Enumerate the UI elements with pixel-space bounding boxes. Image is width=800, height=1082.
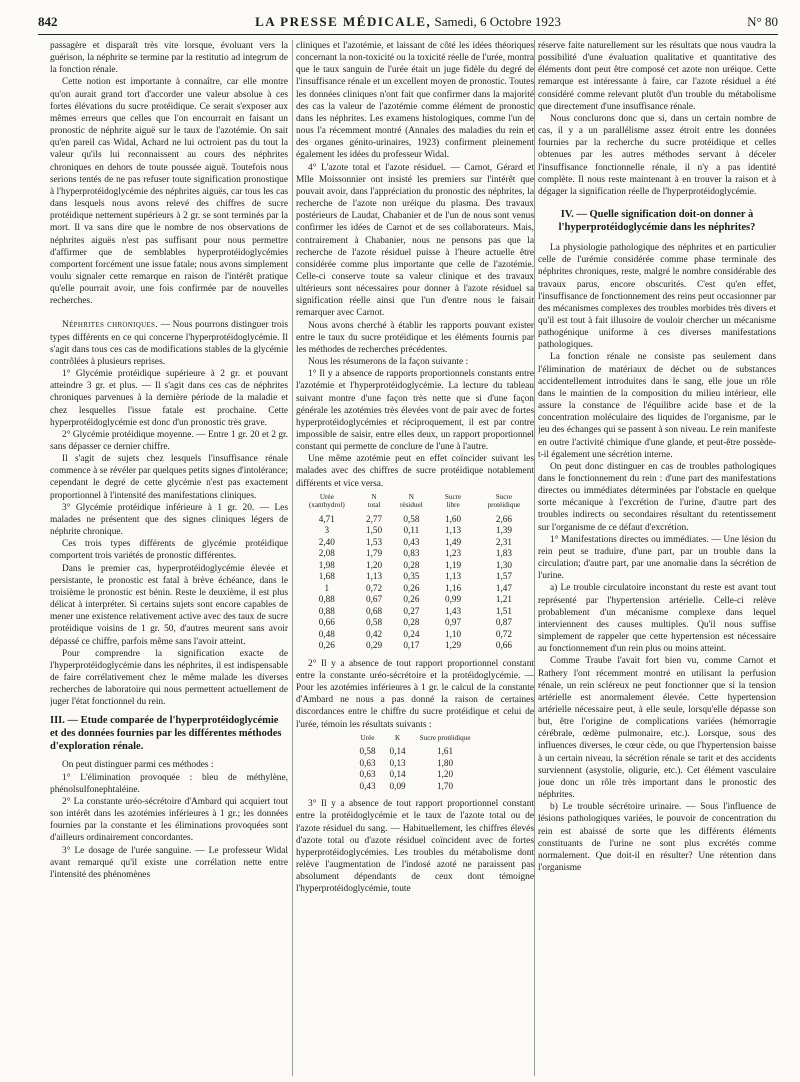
- table-cell: 0,63: [359, 757, 376, 768]
- paragraph: Ces trois types différents de glycémie protéidique comportent trois variétés de pronostic différentes.: [50, 539, 288, 562]
- paragraph: 1° L'élimination provoquée : bleu de méthylène, phénolsulfonephtaléine.: [50, 772, 288, 795]
- table-row: [296, 560, 534, 572]
- paragraph: On peut donc distinguer en cas de troubles pathologiques dans le fonctionnement du rein : d'une part des manifestations directes ou immédiates déterminées par l'obstacle en quelque sorte mécanique à l'excrétion de l'urine, d'autre part des troubles indirects ou secondaires résultant du retentissement sur l'organisme de ce défaut d'excrétion.: [538, 461, 776, 533]
- table-cell: 0,99: [445, 594, 462, 605]
- table-cell: 0,26: [318, 640, 335, 651]
- paragraph: Nous les résumerons de la façon suivante :: [308, 357, 469, 368]
- table-row: [352, 781, 477, 793]
- table-cell: 1,60: [445, 513, 462, 524]
- table-cell: 1,49: [445, 536, 462, 547]
- table-row: [296, 537, 534, 549]
- table-row: [296, 583, 534, 595]
- data-table-constante: [352, 734, 477, 793]
- page-number: 842: [38, 14, 58, 29]
- page-header: [38, 14, 778, 32]
- paragraph: 1° Glycémie protéidique supérieure à 2 gr. et pouvant atteindre 3 gr. et plus. — Il s'agit dans ces cas de néphrites chroniques parvenues à la dernière période de la maladie et chez lesquelles l'issue fatale est prochaine. Cette hyperprotéidoglycémie est donc d'un pronostic très grave.: [50, 369, 288, 428]
- data-table-azotemia: [296, 493, 534, 652]
- table-row: [296, 571, 534, 583]
- table-cell: 0,63: [359, 769, 376, 780]
- table-cell: 1,13: [445, 571, 462, 582]
- table-cell: 0,14: [389, 746, 406, 757]
- table-header-cell: N total: [367, 492, 381, 510]
- table-cell: 0,13: [389, 757, 406, 768]
- paragraph: Comme Traube l'avait fort bien vu, comme Carnot et Rathery l'ont récemment montré en utilisant la perfusion rénale, un rein scléreux ne peut fonctionner que si la tension artérielle est anormalement élevée. Cette hypertension artérielle nécessaire peut, à elle seule, lorsqu'elle dépasse son but, être l'origine de complications variées (hémorragie cérébrale, œdème pulmonaire, etc.). Lorsque, sous des influences diverses, le cœur cède, ou que l'hypertension baisse à un certain niveau, la sécrétion rénale se tarit et des accidents surviennent (asystolie, oligurie, etc.). Cet élément vasculaire joue donc un rôle très important dans le pronostic des néphrites.: [538, 656, 776, 801]
- table-cell: 0,28: [403, 559, 420, 570]
- table-cell: 1,19: [445, 559, 462, 570]
- paragraph: passagère et disparaît très vite lorsque, évoluant vers la guérison, la néphrite se termine par la restitutio ad integrum de la fonction rénale.: [50, 41, 288, 76]
- table-cell: 0,48: [318, 628, 335, 639]
- table-cell: 1,50: [365, 525, 383, 536]
- table-row: [352, 746, 477, 758]
- table-cell: 0,72: [495, 628, 512, 639]
- paragraph: cliniques et l'azotémie, et laissant de côté les idées théoriques concernant la non-toxicité ou la toxicité réelle de l'urée, montra que le taux sanguin de l'urée était un juge fidèle du degré de l'insuffisance rénale et un excellent moyen de pronostic. Toutes les données cliniques n'ont fait que confirmer dans la majorité des cas la valeur de l'azotémie comme élément de pronostic dans les néphrites. Les examens histologiques, comme l'un de nous l'a récemment montré (Annales des maladies du rein et des organes génito-urinaires, 1923) confirment pleinement également les idées du professeur Widal.: [296, 41, 534, 161]
- column-left: [50, 40, 288, 1076]
- table-cell: 1,83: [495, 548, 512, 559]
- table-cell: 0,09: [389, 780, 406, 791]
- paragraph: Cette notion est importante à connaître, car elle montre qu'on aurait grand tort d'accorder une valeur absolue à ces fortes élévations du sucre protéidique. Ce serait s'exposer aux mêmes erreurs que celles que l'on encourrait en faisant un pronostic de néphrite aiguë sur le taux de l'azotémie. On sait qu'en pareil cas Widal, Achard ne lui octroient pas du tout la valeur qu'ils lui reconnaissent au cours des néphrites chroniques en dehors de toute poussée aiguë. Toutefois nous serions tentés de ne pas refuser toute signification pronostique à l'hyperprotéidoglycémie des néphrites aiguës, car tous les cas dans lesquels nous avons relevé des chiffres de sucre protéidique nettement supérieurs à 2 gr. se sont terminés par la mort. Il va sans dire que le nombre de nos observations de néphrites aiguës n'est pas suffisant pour nous permettre d'affirmer que de semblables hyperprotéidoglycémies comportent forcément une issue fatale; nous avons simplement voulu signaler cette remarque en raison de l'intérêt pratique qu'elle pourrait avoir, une fois confirmée par de nouvelles recherches.: [50, 77, 288, 307]
- table-cell: 0,17: [403, 640, 420, 651]
- table-row: [296, 617, 534, 629]
- column-middle: [296, 40, 534, 1076]
- table-cell: 0,27: [403, 605, 420, 616]
- table-cell: 0,88: [318, 594, 335, 605]
- table-cell: 1,47: [495, 582, 512, 593]
- table-header-cell: Sucre protéidique: [419, 733, 471, 742]
- table-cell: 0,72: [365, 582, 383, 593]
- table-cell: 1,29: [445, 640, 462, 651]
- table-row: [296, 594, 534, 606]
- table-cell: 1,79: [365, 548, 383, 559]
- paragraph: b) Le trouble sécrétoire urinaire. — Sous l'influence de lésions pathologiques variées, le pouvoir de concentration du rein est abaissé de sorte que les différents éléments constituants de l'urine ne sont plus excrétés comme normalement. Que doit-il en résulter? Une rétention dans l'organisme: [538, 802, 776, 873]
- paragraph: 2° Glycémie protéidique moyenne. — Entre 1 gr. 20 et 2 gr. sans dépasser ce dernier chiffre.: [50, 429, 288, 452]
- table-cell: 1,80: [437, 757, 454, 768]
- table-cell: 1,21: [495, 594, 512, 605]
- paragraph: 3° Le dosage de l'urée sanguine. — Le professeur Widal avant remarqué qu'il existe une corrélation nette entre l'intensité des phénomènes: [50, 845, 288, 880]
- table-cell: 3: [324, 525, 330, 536]
- table-cell: 1,43: [445, 605, 462, 616]
- paragraph: Nous avons cherché à établir les rapports pouvant exister entre le taux du sucre protéidique et les éléments fournis par les méthodes de recherches précédentes.: [296, 320, 534, 355]
- table-cell: 2,66: [495, 513, 512, 524]
- table-row: [296, 548, 534, 560]
- table-cell: 0,67: [365, 594, 383, 605]
- column-divider: [534, 40, 535, 1076]
- table-cell: 0,87: [495, 617, 512, 628]
- table-cell: 1,70: [437, 780, 454, 791]
- table-header-cell: Sucre protéidique: [487, 492, 521, 510]
- table-cell: 1,23: [445, 548, 462, 559]
- issue-number: N° 80: [747, 14, 778, 29]
- table-cell: 0,66: [318, 617, 335, 628]
- table-cell: 1,20: [365, 559, 383, 570]
- issue-date: Samedi, 6 Octobre 1923: [434, 14, 561, 29]
- paragraph: réserve faite naturellement sur les résultats que nous vaudra la possibilité d'une évaluation qualitative et quantitative des éléments dont peut être composé cet azote non uréique. Cette remarque est intéressante à faire, car l'azote résiduel a été considéré comme relevant plutôt d'un trouble du métabolisme que directement d'une insuffisance rénale.: [538, 41, 776, 112]
- section-heading: III. — Etude comparée de l'hyperprotéidoglycémie et des données fournies par les différentes méthodes d'exploration rénale.: [50, 715, 282, 753]
- table-cell: 1,57: [495, 571, 512, 582]
- table-cell: 0,97: [445, 617, 462, 628]
- table-cell: 0,58: [365, 617, 383, 628]
- table-cell: 1,39: [495, 525, 512, 536]
- table-row: [352, 758, 477, 770]
- table-cell: 0,28: [403, 617, 420, 628]
- table-cell: 0,11: [403, 525, 420, 536]
- table-row: [296, 629, 534, 641]
- paragraph: 3° Il y a absence de tout rapport proportionnel constant entre la protéidoglycémie et le taux de l'azote total ou de l'azote résiduel du sang. — Habituellement, les chiffres élevés d'azote total ou d'azote résiduel coïncident avec de fortes hyperprotéidoglycémies. Les troubles du métabolisme dont relève l'augmentation de l'indosé azoté ne paraissent pas absolument dépendants de ceux dont témoigne l'hyperprotéidoglycémie, toute: [296, 799, 534, 895]
- table-cell: 1,98: [318, 559, 335, 570]
- journal-name: LA PRESSE MÉDICALE,: [255, 14, 432, 29]
- table-row: [296, 514, 534, 526]
- paragraph: Pour comprendre la signification exacte de l'hyperprotéidoglycémie dans les néphrites, il est indispensable de faire corrélativement chez le même malade les diverses recherches de laboratoire qui nous permettent actuellement de juger l'état fonctionnel du rein.: [50, 648, 288, 708]
- table-cell: 0,14: [389, 769, 406, 780]
- paragraph: 3° Glycémie protéidique inférieure à 1 gr. 20. — Les malades ne présentent que des signes cliniques légers de néphrite chronique.: [50, 502, 288, 538]
- table-cell: 0,66: [495, 640, 512, 651]
- table-cell: 1,10: [445, 628, 462, 639]
- table-header-cell: Sucre libre: [444, 492, 462, 510]
- table-cell: 2,40: [318, 536, 335, 547]
- paragraph: Néphrites chroniques. — Nous pourrons distinguer trois types différents en ce qui concerne l'hyperprotéidoglycémie. Il s'agit dans tous ces cas de modifications stables de la glycémie contrôlées à plusieurs reprises.: [50, 320, 288, 367]
- table-cell: 2,31: [495, 536, 512, 547]
- table-cell: 1,20: [437, 769, 454, 780]
- table-cell: 0,58: [359, 746, 376, 757]
- table-cell: 0,24: [403, 628, 420, 639]
- table-cell: 0,43: [359, 780, 376, 791]
- section-heading: IV. — Quelle signification doit-on donner à l'hyperprotéidoglycémie dans les néphrites?: [558, 209, 756, 234]
- table-cell: 0,83: [403, 548, 420, 559]
- paragraph: a) Le trouble circulatoire inconstant du reste est avant tout représenté par l'hypertension artérielle. Celle-ci relève probablement d'un mécanisme complexe dans lequel interviennent des causes multiples. Qu'il nous suffise simplement de rappeler que cette hypertension est nécessaire au fonctionnement d'un rein plus ou moins atteint.: [538, 583, 776, 655]
- paragraph: 2° Il y a absence de tout rapport proportionnel constant entre la constante uréo-sécrétoire et la protéidoglycémie. — Pour les azotémies inférieures à 1 gr. le calcul de la constante d'Ambard ne nous a pas donné la raison de certaines discordances entre le chiffre du sucre protéidique et celui de l'urée, témoin les résultats suivants :: [296, 658, 534, 730]
- table-row: [296, 525, 534, 537]
- table-cell: 0,26: [403, 594, 420, 605]
- table-cell: 1,30: [495, 559, 512, 570]
- table-cell: 1,68: [318, 571, 335, 582]
- paragraph: On peut distinguer parmi ces méthodes :: [62, 760, 214, 771]
- table-cell: 0,42: [365, 628, 383, 639]
- table-cell: 1,13: [445, 525, 462, 536]
- table-cell: 0,43: [403, 536, 420, 547]
- table-row: [352, 769, 477, 781]
- table-cell: 1: [324, 582, 330, 593]
- table-cell: 0,35: [403, 571, 420, 582]
- paragraph: Nous conclurons donc que si, dans un certain nombre de cas, il y a un parallélisme assez étroit entre les données fournies par la recherche du sucre protéidique et celles obtenues par les autres méthodes servant à déceler l'insuffisance fonctionnelle rénale, il n'y a pas identité complète. Il nous reste maintenant à en trouver la raison et à dégager la signification réelle de l'hyperprotéidoglycémie.: [538, 113, 776, 197]
- table-cell: 1,51: [495, 605, 512, 616]
- paragraph: 4° L'azote total et l'azote résiduel. — Carnot, Gérard et Mlle Moissonnier ont insisté les premiers sur l'intérêt que pouvait avoir, dans l'appréciation du pronostic des néphrites, la recherche de l'azote non uréique du plasma. Des travaux postérieurs de Laudat, Chabanier et de l'un de nous sont venus confirmer les idées de Carnot et de ses collaborateurs. Mais, contrairement à Chabanier, nous ne pensons pas que la recherche de l'azote résiduel puisse à l'heure actuelle être considérée comme plus importante que celle de l'azotémie. Celle-ci conserve toute sa valeur clinique et des travaux ultérieurs sont nécessaires pour donner à l'azote résiduel sa signification réelle ainsi que l'un d'entre nous le faisait remarquer avec Carnot.: [296, 162, 534, 319]
- table-cell: 0,29: [365, 640, 383, 651]
- paragraph: Une même azotémie peut en effet coïncider suivant les malades avec des chiffres de sucre protéidique notablement différents et vice versa.: [296, 454, 534, 489]
- table-cell: 1,61: [437, 746, 454, 757]
- table-cell: 0,88: [318, 605, 335, 616]
- paragraph: Dans le premier cas, hyperprotéidoglycémie élevée et persistante, le pronostic est fatal à brève échéance, dans le troisième le pronostic est bénin. Reste le deuxième, il est plus délicat à interpréter. Si certains sujets sont encore capables de mener une existence relativement active avec des taux de sucre protéidique voisins de 1 gr. 50, d'autres meurent sans avoir dépassé ce chiffre, parfois même sans l'avoir atteint.: [50, 563, 288, 647]
- table-header-cell: Urée: [360, 733, 375, 742]
- table-cell: 0,26: [403, 582, 420, 593]
- table-cell: 2,77: [365, 513, 383, 524]
- paragraph: Il s'agit de sujets chez lesquels l'insuffisance rénale commence à se révéler par quelques petits signes d'intolérance; cependant le degré de cette glycémie n'est pas exactement proportionnel à l'intensité des manifestations cliniques.: [50, 454, 288, 501]
- table-header-cell: N résiduel: [399, 492, 423, 510]
- table-cell: 1,13: [365, 571, 383, 582]
- header-rule: [38, 34, 778, 35]
- table-header-cell: K: [394, 733, 401, 742]
- paragraph: 1° Il y a absence de rapports proportionnels constants entre l'azotémie et l'hyperprotéidoglycémie. La lecture du tableau suivant montre d'une façon très nette que si d'une façon générale les azotémies très élevées vont de pair avec de fortes hyperprotéidoglycémies et réciproquement, il est par contre impossible de saisir, entre elles deux, un rapport proportionnel constant qui permette de conclure de l'une à l'autre.: [296, 369, 534, 453]
- table-row: [296, 606, 534, 618]
- table-header-cell: Urée (xanthydrol): [308, 492, 345, 510]
- table-cell: 1,16: [445, 582, 462, 593]
- table-cell: 2,08: [318, 548, 335, 559]
- paragraph: 1° Manifestations directes ou immédiates. — Une lésion du rein peut se traduire, d'une part, par un trouble dans la circulation; d'autre part, par une anomalie dans la sécrétion de l'urine.: [538, 534, 776, 582]
- section-lead: Néphrites chroniques.: [62, 320, 158, 331]
- column-right: [538, 40, 776, 1076]
- table-cell: 1,53: [365, 536, 383, 547]
- paragraph: 2° La constante uréo-sécrétoire d'Ambard qui acquiert tout son intérêt dans les azotémies inférieures à 1 gr.; les données fournies par la constante et les éliminations provoquées sont d'ailleurs ordinairement concordantes.: [50, 796, 288, 844]
- paragraph: La fonction rénale ne consiste pas seulement dans l'élimination de matériaux de déchet ou de substances accidentellement introduites dans le sang, elle joue un rôle dans le maintien de la composition du milieu intérieur, elle assure la constance de l'équilibre acide base et de la concentration moléculaire des liquides de l'organisme, par le jeu des échanges qui se passent à son niveau. Le rein manifeste en outre l'activité chimique d'une glande, et peut-être possède-t-il également une sécrétion interne.: [538, 352, 776, 460]
- running-title: [38, 14, 778, 30]
- table-cell: 0,68: [365, 605, 383, 616]
- table-cell: 4,71: [318, 513, 335, 524]
- column-divider: [292, 40, 293, 1076]
- table-cell: 0,58: [403, 513, 420, 524]
- paragraph: La physiologie pathologique des néphrites et en particulier celle de l'urémie considérée comme phase terminale des néphrites chroniques, reste, malgré le nombre considérable des travaux parus, encore obscurités. C'est qu'en effet, l'insuffisance de fonctionnement des reins peut occasionner par des mécanismes complexes des troubles morbides très divers et qu'il est tout à fait illusoire de vouloir chercher un mécanisme pathogénique uniforme à ces diverses manifestations pathologiques.: [538, 243, 776, 351]
- table-row: [296, 640, 534, 652]
